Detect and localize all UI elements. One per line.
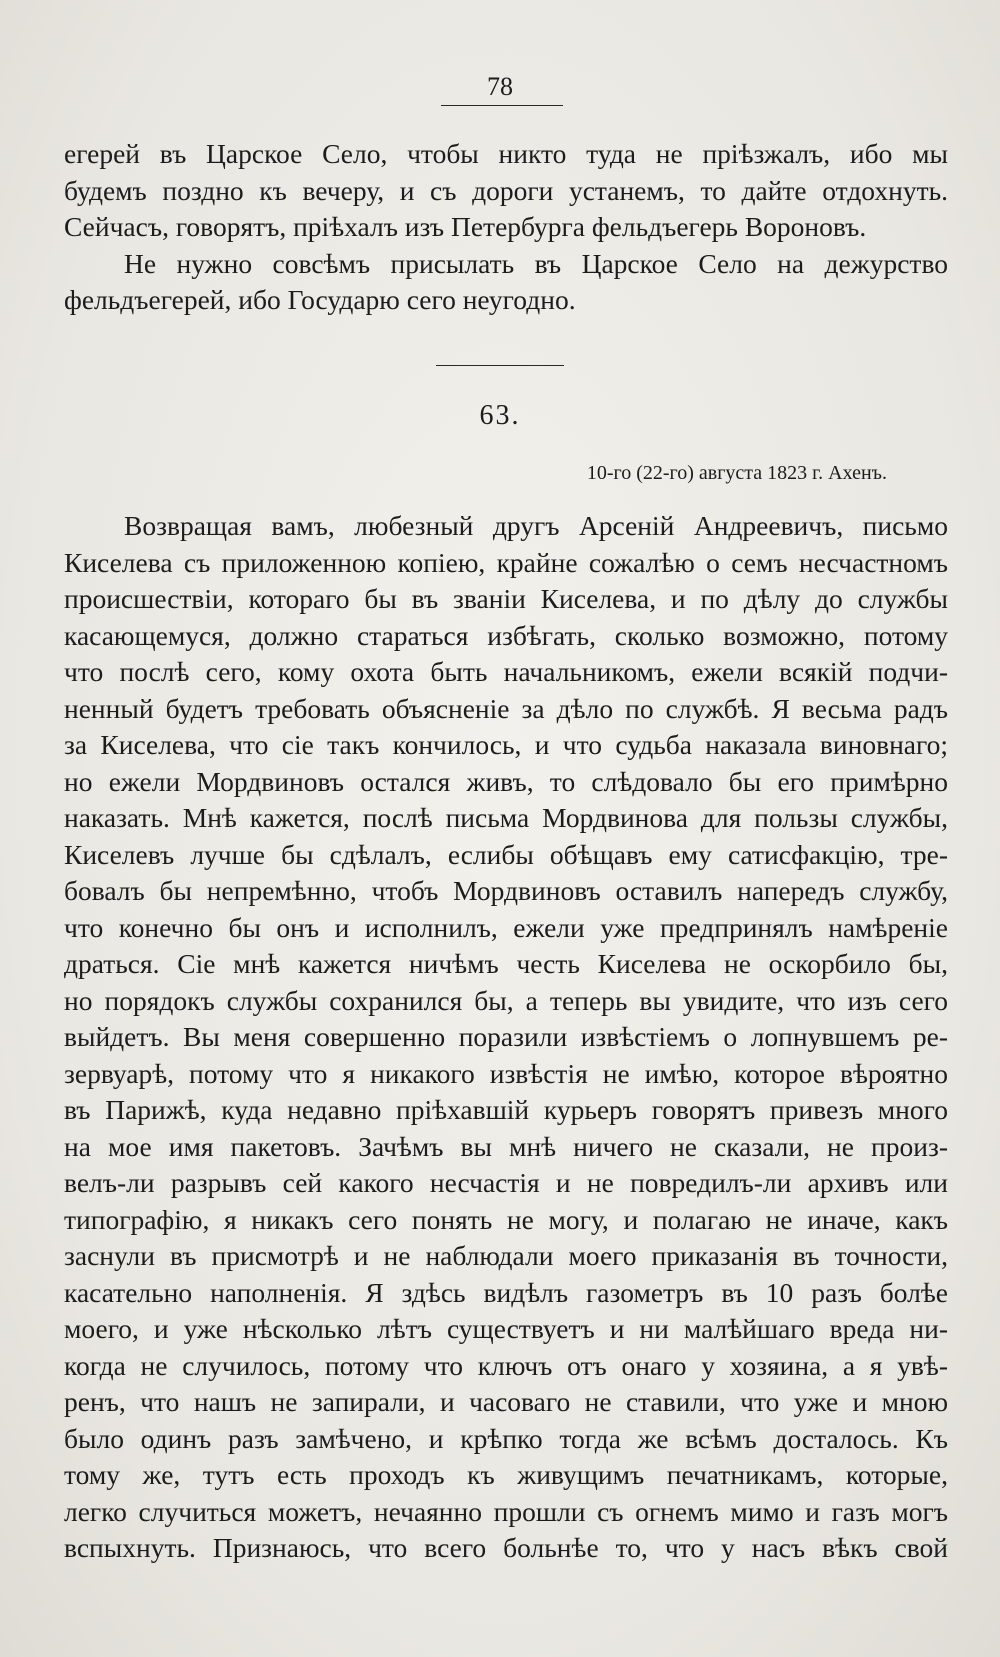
text-line: касательно наполненія. Я здѣсь видѣлъ газометръ въ 10 разъ болѣе: [64, 1276, 948, 1308]
text-line: ренъ, что нашъ не запирали, и часоваго не ставили, что уже и мною: [64, 1386, 948, 1417]
text-line: велъ-ли разрывъ сей какого несчастія и не повредилъ-ли архивъ или: [64, 1167, 948, 1198]
section-number: 63.: [479, 400, 521, 431]
text-line: зервуарѣ, потому что я никакого извѣстія не имѣю, которое вѣроятно: [64, 1057, 948, 1089]
text-line: драться. Сіе мнѣ кажется ничѣмъ честь Киселева не оскорбило бы,: [64, 948, 948, 979]
text-line: Возвращая вамъ, любезный другъ Арсеній Андреевичъ, письмо: [124, 510, 948, 541]
page-number: 78: [487, 72, 513, 101]
text-line: Не нужно совсѣмъ присылать въ Царское Село на дежурство: [124, 247, 948, 279]
text-line: тому же, тутъ есть проходъ къ живущимъ печатникамъ, которые,: [64, 1459, 948, 1490]
top-text: [64, 136, 948, 319]
text-line: что послѣ сего, кому охота быть начальникомъ, ежели всякій подчи-: [64, 656, 948, 687]
text-line: Сейчасъ, говорятъ, пріѣхалъ изъ Петербурга фельдъегерь Вороновъ.: [64, 211, 867, 242]
letter-body: [64, 508, 948, 1567]
section-separator: [436, 365, 564, 366]
text-line: легко случиться можетъ, нечаянно прошли съ огнемъ мимо и газъ могъ: [64, 1495, 948, 1527]
text-line: Киселевъ лучше бы сдѣлалъ, еслибы обѣщавъ ему сатисфакцію, тре-: [64, 838, 948, 870]
paragraph: [64, 136, 948, 246]
text-line: бовалъ бы непремѣнно, чтобъ Мордвиновъ оставилъ напередъ службу,: [64, 875, 948, 906]
text-line: касающемуся, должно стараться избѣгать, сколько возможно, потому: [64, 619, 948, 651]
text-line: вспыхнуть. Признаюсь, что всего больнѣе то, что у насъ вѣкъ свой: [64, 1532, 948, 1563]
text-line: въ Парижѣ, куда недавно пріѣхавшій курьеръ говорятъ привезъ много: [64, 1094, 948, 1125]
header-rule: [441, 105, 563, 106]
text-line: фельдъегерей, ибо Государю сего неугодно.: [64, 284, 576, 315]
text-line: но порядокъ службы сохранился бы, а теперь вы увидите, что изъ сего: [64, 984, 948, 1016]
text-line: что конечно бы онъ и исполнилъ, ежели уже предпринялъ намѣреніе: [64, 911, 948, 943]
text-line: было одинъ разъ замѣчено, и крѣпко тогда же всѣмъ досталось. Къ: [64, 1422, 948, 1454]
text-line: но ежели Мордвиновъ остался живъ, то слѣдовало бы его примѣрно: [64, 765, 948, 797]
text-line: будемъ поздно къ вечеру, и съ дороги устанемъ, то дайте отдохнуть.: [64, 174, 948, 206]
text-line: Киселева съ приложенною копіею, крайне сожалѣю о семъ несчастномъ: [64, 546, 948, 578]
text-line: заснули въ присмотрѣ и не наблюдали моего приказанія въ точности,: [64, 1240, 948, 1271]
text-line: ненный будетъ требовать объясненіе за дѣло по службѣ. Я весьма радъ: [64, 692, 948, 724]
letter-dateline: 10-го (22-го) августа 1823 г. Ахенъ.: [586, 462, 887, 484]
text-line: моего, и уже нѣсколько лѣтъ существуетъ и ни малѣйшаго вреда ни-: [64, 1313, 948, 1344]
text-line: типографію, я никакъ сего понять не могу, и полагаю не иначе, какъ: [64, 1203, 948, 1235]
text-line: выйдетъ. Вы меня совершенно поразили извѣстіемъ о лопнувшемъ ре-: [64, 1021, 948, 1052]
text-line: на мое имя пакетовъ. Зачѣмъ вы мнѣ ничего не сказали, не произ-: [64, 1130, 948, 1162]
text-line: наказать. Мнѣ кажется, послѣ письма Мордвинова для пользы службы,: [64, 802, 948, 833]
paragraph: [64, 246, 948, 319]
text-line: егерей въ Царское Село, чтобы никто туда не пріѣзжалъ, ибо мы: [64, 138, 948, 169]
text-line: когда не случилось, потому что ключъ отъ онаго у хозяина, а я увѣ-: [64, 1349, 948, 1381]
text-line: за Киселева, что сіе такъ кончилось, и что судьба наказала виновнаго;: [64, 729, 948, 760]
text-line: происшествіи, котораго бы въ званіи Киселева, и по дѣлу до службы: [64, 583, 948, 614]
